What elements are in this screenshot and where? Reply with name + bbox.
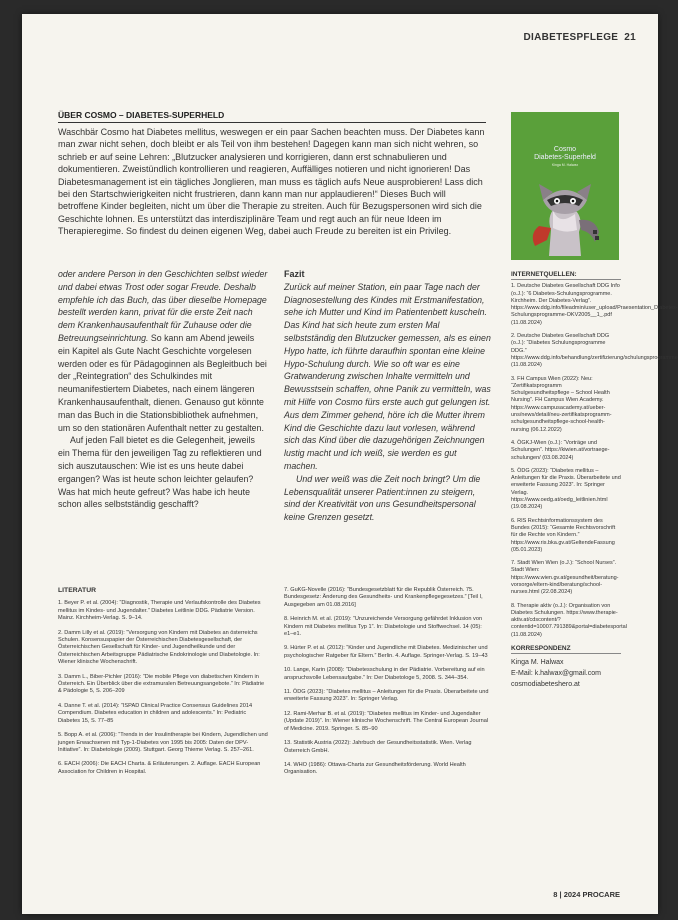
source-item: 6. RIS Rechtsinformationssystem des Bundes (2015): “Gesamte Rechtsvorschrift für die Rechte von Kindern.” https://www.ris.bka.gv.at/GeltendeFassung (05.01.2023) bbox=[511, 517, 616, 553]
literature-item: 5. Bopp A. et al. (2006): “Trends in der Insulintherapie bei Kindern, Jugendlichen und jungen Erwachsenen mit Typ-1-Diabetes von 1995 bis 2005: Daten der DPV-Initiative”. In: Diabetologie (2009). Stuttgart. Georg Thieme Verlag. S. 257–261. bbox=[58, 732, 268, 753]
literature-item: 1. Beyer P. et al. (2004): “Diagnostik, Therapie und Verlaufskontrolle des Diabetes mellitus im Kindes- und Jugendalter.” Diabetes Leitlinie DDG. Pädiatrie Version. Mainz. Kirchheim-Verlag. S. 9–14. bbox=[58, 600, 261, 622]
source-item: 5. ÖDG (2023): “Diabetes mellitus – Anleitungen für die Praxis. Überarbeitete und erweiterte Fassung 2023”. In: Springer Verlag. https://www.oedg.at/oedg_leitlinien.html (19.08.2024) bbox=[511, 467, 621, 511]
cover-author: Kinga M. Halwax bbox=[551, 163, 579, 167]
literature-item: 3. Damm L., Biber-Pichler (2016): “Die mobile Pflege von diabetischen Kindern in Österreich. Ein Überblick über die extramuralen Betreuungsangebote.” In: Pädiatrie & Pädologie 5, S. 206–209 bbox=[58, 673, 265, 695]
contact-name: Kinga M. Halwax bbox=[511, 659, 564, 667]
column-right bbox=[284, 268, 492, 524]
literature-item: 11. ÖDG (2023): “Diabetes mellitus – Anleitungen für die Praxis. Überarbeitete und erweiterte Fassung 2023”. In: Springer Verlag. bbox=[284, 689, 489, 703]
literature-item: 4. Danne T. et al. (2014): “ISPAD Clinical Practice Consensus Guidelines 2014 Compendium. Diabetes education in children and adolescents.” In: Pediatric Diabetes 15, S. 77–85 bbox=[58, 702, 253, 724]
source-item: 7. Stadt Wien Wien (o.J.): “School Nurses”. Stadt Wien: https://www.wien.gv.at/gesundheit/beratung-vorsorge/eltern-kind/beratung/school-nurses.html (22.08.2024) bbox=[511, 560, 619, 596]
magazine-page bbox=[22, 14, 678, 914]
page-footer: 8 | 2024 PROCARE bbox=[553, 890, 620, 899]
literature-item: 2. Damm Lilly et al. (2019): “Versorgung von Kindern mit Diabetes an österreichs Schulen. Konsensuspapier der Österreichischen Diabetesgesellschaft, der Österreichischen Gesellschaft für Kinder- und Jugendheilkunde und der Österreichischen Arbeitsgruppe Pädiatrische Endokrinologie und Diabetologie. In: Wiener klinische Wochenschrift. bbox=[58, 629, 260, 666]
section-title: DIABETESPFLEGE bbox=[523, 32, 619, 43]
raccoon-illustration bbox=[529, 170, 601, 256]
fazit-heading: Fazit bbox=[284, 269, 305, 279]
fazit-paragraph-1: Zurück auf meiner Station, ein paar Tage nach der Diagnosestellung des Kindes mit Erstmanifestation, sehe ich Mutter und Kind im Patientenbett kuscheln. Das Kind hat sich heute zum ersten Mal selbstständig den Blutzucker gemessen, als es einen Hypo hatte, ich führte daraufhin spontan eine kleine Hypo-Schulung durch. Wie so oft war es eine Gratwanderung zwischen Inhalte vermitteln und Bewusstsein schaffen, ohne Panik zu vermitteln, was mit Hilfe von Cosmo fürs erste auch gut gelungen ist. Aus dem Zimmer gehend, höre ich die Mutter ihrem Kind die Geschichte dazu laut vorlesen, während sich das Kind über die dazugehörigen Zeichnungen lustig macht und ich weiß, sie werden es gut machen. bbox=[284, 281, 491, 471]
literature-item: 13. Statistik Austria (2022): Jahrbuch der Gesundheitsstatistik. Wien. Verlag Österreich GmbH. bbox=[284, 740, 472, 754]
literature-left bbox=[58, 587, 268, 783]
cover-subtitle: Diabetes-Superheld bbox=[534, 154, 596, 161]
source-item: 3. FH Campus Wien (2022): Neu: “Zertifikatsprogramm Schulgesundheitspflege – School Health Nursing”. FH Campus Wien Academy. https://www.campusacademy.at/ueber-uns/news/detail/neu-zertifikatsprogramm-schulgesundheitspflege-school-health-nursing (06.12.2022) bbox=[511, 375, 612, 433]
box-title: ÜBER COSMO – DIABETES-SUPERHELD bbox=[58, 110, 486, 123]
column-left-italic: oder andere Person in den Geschichten selbst wieder und dabei etwas Trost oder sogar Freude. Deshalb empfehle ich das Buch, das über dieselbe Homepage bestellt werden kann, privat für die erste Zeit nach dem Krankenhausaufenthalt für Zuhause oder die Betreuungseinrichtung. bbox=[58, 269, 268, 343]
literature-item: 10. Lange, Karin (2008): “Diabetesschulung in der Pädiatrie. Vorbereitung auf ein anspruchsvolle Lebensaufgabe.” In: Der Diabetologe 5, 2008. S. 344–354. bbox=[284, 667, 485, 681]
contact-heading: KORRESPONDENZ bbox=[511, 645, 621, 654]
contact-website: cosmodiabeteshero.at bbox=[511, 681, 580, 689]
fazit-paragraph-2: Und wer weiß was die Zeit noch bringt? Um die Lebensqualität unserer Patient:innen zu steigern, sind der Kreativität von uns Gesundheitspersonal keine Grenzen gesetzt. bbox=[284, 473, 481, 523]
sidebar-sources bbox=[511, 271, 678, 690]
book-cover bbox=[511, 112, 619, 260]
literature-item: 6. EACH (2006): Die EACH Charta. & Erläuterungen. 2. Auflage. EACH European Association for Children in Hospital. bbox=[58, 761, 261, 775]
source-item: 8. Therapie aktiv (o.J.): Organisation von Diabetes Schulungen. https://www.therapie-aktiv.at/cdscontent/?contentid=10007.791389&portal=diabetesportal (11.08.2024) bbox=[511, 602, 627, 638]
source-item: 1. Deutsche Diabetes Gesellschaft DDG Info (o.J.): “6 Diabetes-Schulungsprogramme. Kirchheim. Der Diabetes-Verlag”. https://www.ddg.info/fileadmin/user_upload/Praesentation_Diabetes-Schulungsprogramme-OKV2005__1_.pdf (11.08.2024) bbox=[511, 283, 678, 326]
box-text: Waschbär Cosmo hat Diabetes mellitus, weswegen er ein paar Sachen beachten muss. Der Diabetes kann man zwar nicht sehen, doch bleibt er als Teil von ihm bestehen! Dagegen kann man sich nicht wehren, so schrieb er auf seine Lehren: „Blutzucker analysieren und korrigieren, dann erst schnabulieren und dokumentieren. Zweistündlich kontrollieren und reagieren, Auffälliges notieren und nicht ignorieren! Das Diabetesmanagement ist ein tägliches Jonglieren, man muss es täglich aufs Neue ausprobieren! Lass dich bei den Startschwierigkeiten nicht frustrieren, dann kann man nur applaudieren!“ Dieses Buch will betroffene Kinder begleiten, nicht um über die Therapie zu streiten. Auch für Bezugspersonen wird sich die Geschichte lohnen. Es unterstützt das interdisziplinäre Team und regt auch an für neue Ideen im Therapieregime. So findest du deinen eigenen Weg, dabei auch Freude zu bereiten ist ein Privileg. bbox=[58, 127, 485, 237]
source-item: 4. ÖGKJ-Wien (o.J.): “Vorträge und Schulungen”. https://kiwien.at/vortraege-schulungen/ (03.08.2024) bbox=[511, 439, 610, 461]
cover-title: Cosmo bbox=[553, 146, 577, 153]
about-cosmo-box bbox=[58, 110, 486, 260]
literature-item: 14. WHO (1986): Ottawa-Charta zur Gesundheitsförderung. World Health Organisation. bbox=[284, 761, 466, 776]
literature-item: 9. Hürter P. et al. (2012): “Kinder und Jugendliche mit Diabetes. Medizinischer und psychologischer Ratgeber für Eltern.” Berlin. 4. Auflage. Springer-Verlag. S. 19–43 bbox=[284, 645, 488, 659]
source-item: 2. Deutsche Diabetes Gesellschaft DDG (o.J.): “Diabetes Schulungsprogramme DDG.” https://www.ddg.info/behandlung/zertifizierung/schulungsprogramme (11.08.2024) bbox=[511, 333, 678, 369]
page-number: 21 bbox=[624, 32, 636, 43]
literature-heading: LITERATUR bbox=[58, 587, 97, 594]
literature-item: 12. Rami-Merhar B. et al. (2019): “Diabetes mellitus im Kinder- und Jugendalter (Update 2019)”. In: Wiener klinische Wochenschrift. The Central European Journal of Medicine. 2019. Springer. S. 85–90 bbox=[284, 710, 489, 732]
sidebar-heading: INTERNETQUELLEN: bbox=[511, 271, 621, 280]
column-left-paragraph-1: So kann am Abend jeweils ein Kapitel als Gute Nacht Geschichte vorgelesen werden oder es für Pädagoginnen als Begleitbuch bei der „Reintegration“ des Schulkindes mit neumanifestiertem Diabetes, nach einem längeren Krankenhausaufenthalt, dienen. Genauso gut könnte man das Buch in die Stationsbibliothek aufnehmen, um so den stationären Aufenthalt netter zu gestalten. bbox=[58, 332, 267, 433]
literature-right bbox=[284, 587, 492, 784]
column-left bbox=[58, 268, 268, 511]
column-left-paragraph-2: Auf jeden Fall bietet es die Gelegenheit, jeweils ein Thema für den jeweiligen Tag zu reflektieren und sich auszutauschen: Wie ist es uns heute dabei ergangen? Was ist heute schon leichter gelaufen? Was hat mich heute gefreut? Was habe ich heute schon alles selbstständig geschafft? bbox=[58, 435, 262, 510]
contact-email: E-Mail: k.halwax@gmail.com bbox=[511, 670, 601, 678]
literature-item: 7. GuKG-Novelle (2016): “Bundesgesetzblatt für die Republik Österreich. 75. Bundesgesetz: Änderung des Gesundheits- und Krankenpflegegesetzes.” [Teil I, Ausgegeben am 01.08.2016] bbox=[284, 587, 483, 608]
page-header bbox=[523, 32, 636, 43]
column-left-text bbox=[58, 268, 268, 434]
literature-item: 8. Heinrich M. et al. (2019): “Unzureichende Versorgung gefährdet Inklusion von Kindern mit Diabetes mellitus Typ 1”. In: Diabetologie und Stoffwechsel. 14 (05): e1–e1. bbox=[284, 616, 483, 638]
